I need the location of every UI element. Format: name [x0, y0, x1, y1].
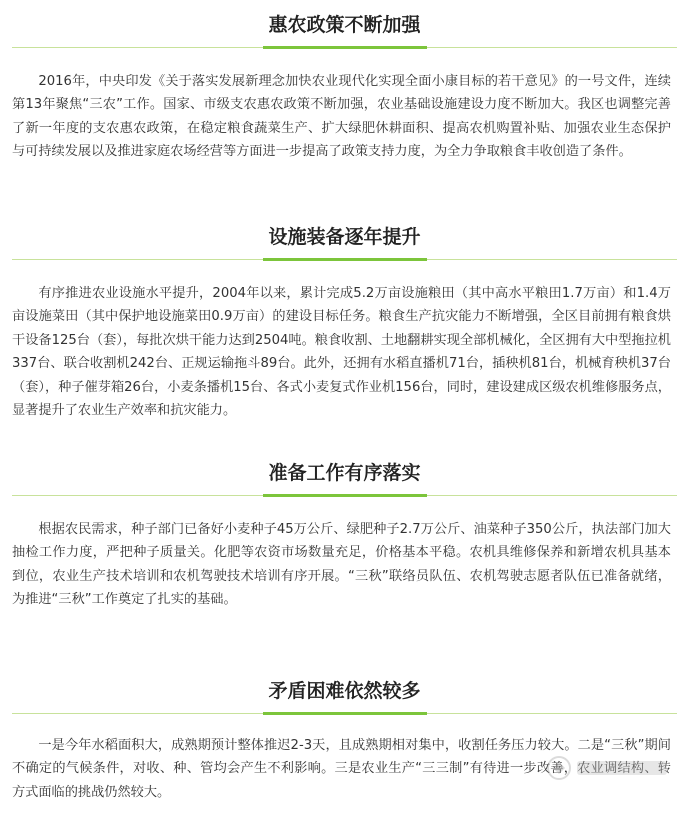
heading-accent-bar — [263, 712, 427, 715]
section-heading — [0, 4, 689, 48]
section-heading — [0, 670, 689, 714]
section-title: 惠农政策不断加强 — [268, 14, 421, 36]
heading-divider — [12, 47, 677, 48]
section-equipment — [0, 216, 689, 422]
section-paragraph: 一是今年水稻面积大，成熟期预计整体推迟2-3天，且成熟期相对集中，收割任务压力较大。二是“三秋”期间不确定的气候条件，对收、种、管均会产生不利影响。三是农业生产“三三制”有待进一步改善，农业调结构、转方式面临的挑战仍然较大。 — [12, 738, 671, 800]
section-paragraph: 有序推进农业设施水平提升，2004年以来，累计完成5.2万亩设施粮田（其中高水平粮田1.7万亩）和1.4万亩设施菜田（其中保护地设施菜田0.9万亩）的建设目标任务。粮食生产抗灾能力不断增强，全区目前拥有粮食烘干设备125台（套），每批次烘干能力达到2504吨。粮食收割、土地翻耕实现全部机械化，全区拥有大中型拖拉机337台、联合收割机242台、正规运输拖斗89台。此外，还拥有水稻直播机71台，插秧机81台，机械育秧机37台（套），种子催芽箱26台，小麦条播机15台、各式小麦复式作业机156台，同时，建设建成区级农机维修服务点，显著提升了农业生产效率和抗灾能力。 — [12, 286, 671, 419]
heading-accent-bar — [263, 46, 427, 49]
heading-divider — [12, 495, 677, 496]
section-heading — [0, 452, 689, 496]
section-paragraph: 根据农民需求，种子部门已备好小麦种子45万公斤、绿肥种子2.7万公斤、油菜种子350公斤，执法部门加大抽检工作力度，严把种子质量关。化肥等农资市场数量充足，价格基本平稳。农机具维修保养和新增农机具基本到位，农业生产技术培训和农机驾驶技术培训有序开展。“三秋”联络员队伍、农机驾驶志愿者队伍已准备就绪，为推进“三秋”工作奠定了扎实的基础。 — [12, 522, 671, 608]
heading-accent-bar — [263, 494, 427, 497]
section-title: 准备工作有序落实 — [268, 462, 421, 484]
heading-accent-bar — [263, 258, 427, 261]
section-heading — [0, 216, 689, 260]
section-preparation — [0, 452, 689, 612]
heading-divider — [12, 259, 677, 260]
section-paragraph: 2016年，中央印发《关于落实发展新理念加快农业现代化实现全面小康目标的若干意见》的一号文件，连续第13年聚焦“三农”工作。国家、市级支农惠农政策不断加强，农业基础设施建设力度不断加大。我区也调整完善了新一年度的支农惠农政策，在稳定粮食蔬菜生产、扩大绿肥休耕面积、提高农机购置补贴、加强农业生态保护与可持续发展以及推进家庭农场经营等方面进一步提高了政策支持力度，为全力争取粮食丰收创造了条件。 — [12, 74, 671, 160]
section-policy — [0, 4, 689, 164]
heading-divider — [12, 713, 677, 714]
section-difficulties — [0, 670, 689, 804]
section-title: 设施装备逐年提升 — [268, 226, 421, 248]
watermark-logo-icon — [543, 753, 673, 783]
section-title: 矛盾困难依然较多 — [268, 680, 421, 702]
